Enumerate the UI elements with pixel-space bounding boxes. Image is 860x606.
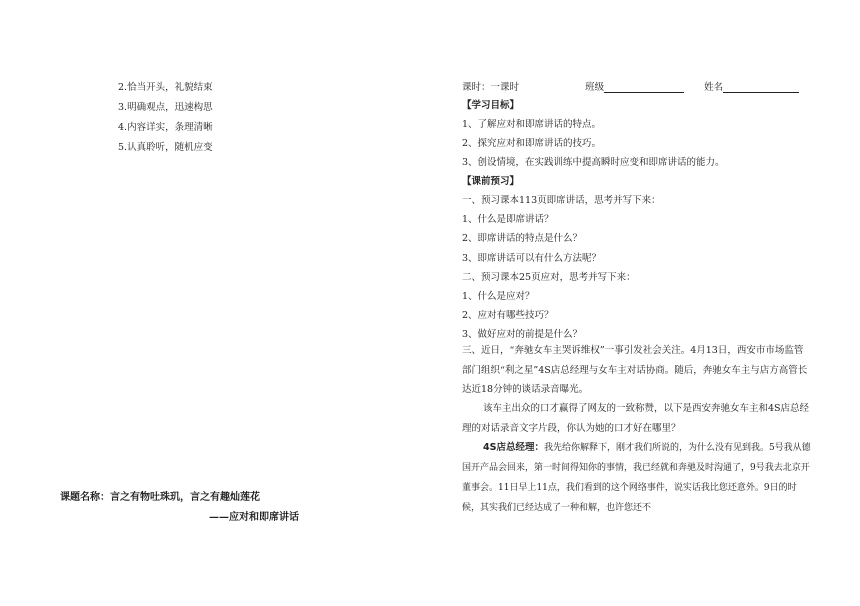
list-item: 3.明确观点，迅速构思 — [118, 102, 213, 113]
class-label: 班级 — [585, 82, 605, 93]
preview-item: 3、即席讲话可以有什么方法呢？ — [462, 253, 602, 264]
name-label: 姓名 — [704, 82, 724, 93]
class-field[interactable] — [604, 82, 684, 93]
preview-item: 二、预习课本25页应对，思考并写下来： — [462, 272, 636, 283]
preview-item: 一、预习课本113页即席讲话，思考并写下来： — [462, 195, 661, 206]
goal-item: 3、创设情境，在实践训练中提高瞬时应变和即席讲话的能力。 — [462, 157, 725, 168]
list-item: 2.恰当开头，礼貌结束 — [118, 82, 213, 93]
dialog-text: 我先给你解释下，刚才我们所说的，为什么没有见到我。5号我从德国开产品会回来，第一时间得知你的事情，我已经就和奔驰及时沟通了，9号我去北京开董事会。11日早上11点，我们看到的这个网络事件，说实话我比您还意外。9日的时候，其实我们已经达成了一种和解，也许您还不 — [462, 443, 811, 513]
dialog-paragraph — [462, 438, 812, 518]
dialog-speaker: 4S店总经理： — [483, 442, 544, 453]
preview-item: 1、什么是即席讲话？ — [462, 214, 554, 225]
header-line — [462, 79, 812, 93]
goals-heading: 【学习目标】 — [462, 100, 520, 111]
goal-item: 2、探究应对和即席讲话的技巧。 — [462, 138, 602, 149]
preview-item: 2、应对有哪些技巧？ — [462, 310, 554, 321]
news-paragraph: 三、近日，“奔驰女车主哭诉维权”一事引发社会关注。4月13日，西安市市场监管部门组织“利之星”4S店总经理与女车主对话协商。随后，奔驰女车主与店方高管长达近18分钟的谈话录音曝光。 — [462, 345, 808, 395]
preview-item: 1、什么是应对？ — [462, 291, 535, 302]
name-field[interactable] — [723, 82, 799, 93]
preview-item: 3、做好应对的前提是什么？ — [462, 329, 583, 340]
lesson-title: 课题名称：言之有物吐珠玑，言之有趣灿莲花 — [60, 492, 260, 503]
period-label: 课时：一课时 — [462, 82, 520, 93]
goal-item: 1、了解应对和即席讲话的特点。 — [462, 119, 602, 130]
preview-heading: 【课前预习】 — [462, 176, 520, 187]
list-item: 4.内容详实，条理清晰 — [118, 122, 213, 133]
lesson-subtitle: ——应对和即席讲话 — [209, 512, 299, 523]
question-paragraph: 该车主出众的口才赢得了网友的一致称赞，以下是西安奔驰女车主和4S店总经理的对话录音文字片段，你认为她的口才好在哪里？ — [462, 403, 810, 434]
list-item: 5.认真聆听，随机应变 — [118, 142, 213, 153]
preview-item: 2、即席讲话的特点是什么？ — [462, 233, 583, 244]
